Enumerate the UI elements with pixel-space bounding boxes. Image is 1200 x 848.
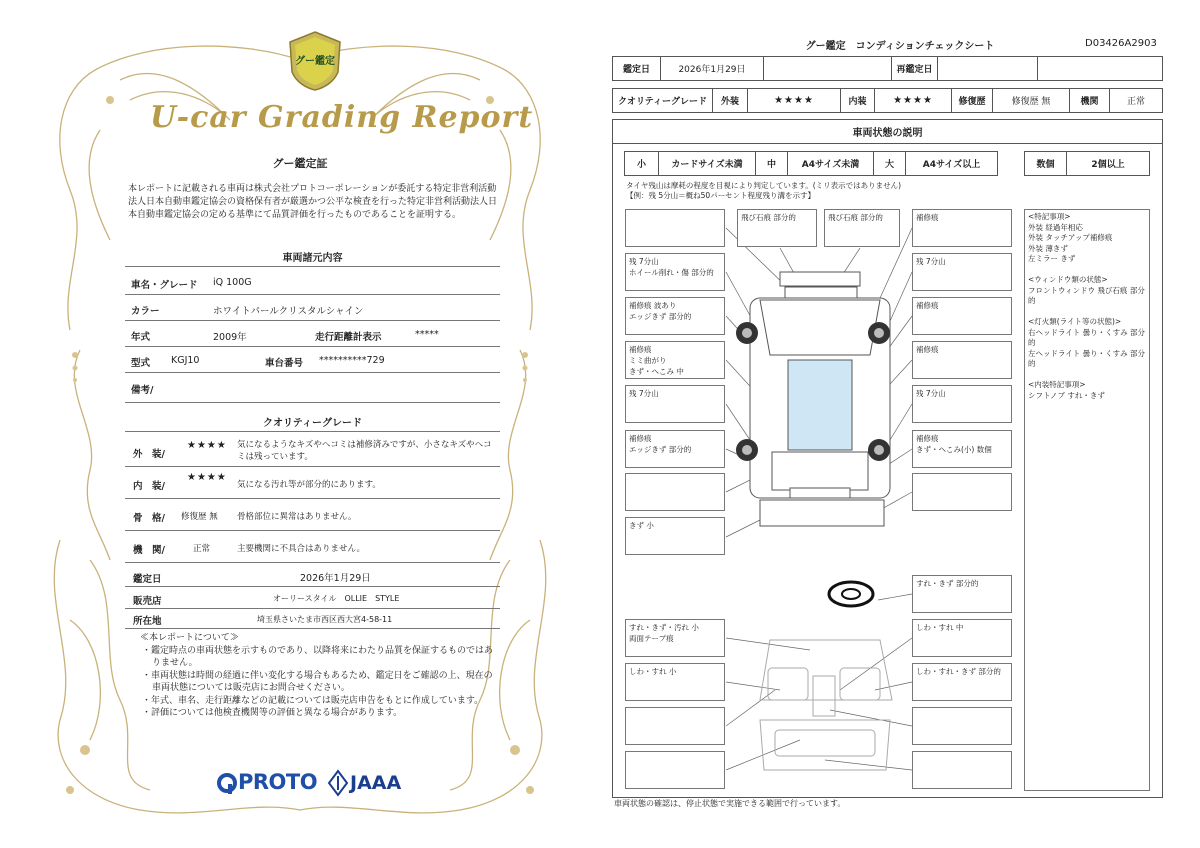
- condition-box: [625, 209, 725, 247]
- quality-row-interior: [125, 468, 500, 499]
- size-small-label: 小: [625, 152, 659, 175]
- condition-box: すれ・きず・汚れ 小 両面テープ痕: [625, 619, 725, 657]
- interior-stars: ★★★★: [875, 89, 952, 112]
- mileage-label: 走行距離計表示: [315, 332, 382, 343]
- quality-label: 外 装/: [133, 449, 165, 460]
- date-value: 2026年1月29日: [661, 57, 764, 80]
- condition-box: 残 7分山: [625, 385, 725, 423]
- note-item: ・年式、車名、走行距離などの記載については販売店申告をもとに作成しています。: [142, 695, 484, 706]
- color-label: カラー: [131, 306, 160, 317]
- size-large-desc: A4サイズ以上: [922, 160, 981, 170]
- size-large-label: 大: [874, 152, 906, 175]
- badge-label: グー鑑定: [295, 56, 335, 67]
- tire-note: タイヤ残山は摩耗の程度を目視により判定しています。(ミリ表示ではありません): [626, 181, 902, 190]
- interior-label: 内装: [841, 89, 875, 112]
- condition-box: すれ・きず 部分的: [912, 575, 1012, 613]
- condition-box: 補修痕: [912, 209, 1012, 247]
- spec-row-name: [125, 270, 500, 295]
- spec-row-model: [125, 348, 500, 373]
- quality-text: 気になるようなキズやヘコミは補修済みですが、小さなキズやヘコミは残っています。: [237, 440, 492, 462]
- quality-title: クオリティーグレード: [263, 418, 362, 429]
- date-value: 2026年1月29日: [300, 573, 371, 584]
- explain-title: 車両状態の説明: [612, 120, 1163, 144]
- divider: [125, 431, 500, 432]
- certificate-title: グー鑑定証: [272, 157, 328, 170]
- jaaa-logo-icon: [328, 770, 348, 796]
- quality-stars: ★★★★: [187, 440, 227, 451]
- quality-row-engine: [125, 532, 500, 563]
- note-item: ・車両状態は時間の経過に伴い変化する場合もあるため、鑑定日をご確認の上、現在の車両状態については販売店にお問合せください。: [142, 670, 493, 693]
- condition-box: しわ・すれ 中: [912, 619, 1012, 657]
- engine-label: 機関: [1070, 89, 1110, 112]
- exterior-stars: ★★★★: [748, 89, 841, 112]
- quality-label: 機 関/: [133, 545, 165, 556]
- chassis-label: 車台番号: [265, 358, 304, 369]
- jaaa-logo: JAAA: [350, 772, 402, 794]
- condition-box: 残 7分山: [912, 253, 1012, 291]
- condition-box: 残 7分山: [912, 385, 1012, 423]
- report-title: U-car Grading Report: [150, 100, 534, 135]
- count-value: 2個以上: [1091, 160, 1125, 170]
- condition-box: 補修痕 きず・へこみ(小) 数個: [912, 430, 1012, 468]
- sheet-id: D03426A2903: [1085, 38, 1157, 49]
- note-item: ・鑑定時点の車両状態を示すものであり、以降将来にわたり品質を保証するものではありません。: [142, 645, 494, 668]
- repair-label: 修復歴: [952, 89, 993, 112]
- info-row-date: [125, 566, 500, 587]
- model-label: 型式: [131, 358, 151, 369]
- spec-row-remarks: [125, 374, 500, 403]
- condition-box: しわ・すれ 小: [625, 663, 725, 701]
- condition-box: 補修痕 ミミ曲がり きず・へこみ 中: [625, 341, 725, 379]
- special-notes: <特記事項> 外装 経過年相応 外装 タッチアップ補修痕 外装 薄きず 左ミラー きず <ウィンドウ類の状態> フロントウィンドウ 飛び石痕 部分的 <灯火類(ライト等の状態)> 右ヘッドライト 曇り・くすみ 部分的 左ヘッドライト 曇り・くすみ 部分的 <内装特記事項> シフトノブ すれ・きず: [1024, 209, 1150, 791]
- condition-box: きず 小: [625, 517, 725, 555]
- name-label: 車名・グレード: [131, 280, 198, 291]
- tire-example: 【例：残 5分山＝概ね50パーセント程度残り溝を示す】: [626, 191, 816, 200]
- quality-label: 内 装/: [133, 481, 165, 492]
- condition-box: [912, 751, 1012, 789]
- quality-value: 修復歴 無: [181, 512, 218, 522]
- condition-box: 補修痕 波あり エッジきず 部分的: [625, 297, 725, 335]
- note-item: ・評価については他検査機関等の評価と異なる場合があります。: [142, 708, 403, 718]
- mileage-value: *****: [415, 329, 439, 340]
- quality-value: 正常: [193, 544, 211, 554]
- spec-row-color: [125, 296, 500, 321]
- remarks-label: 備考/: [131, 385, 154, 396]
- quality-stars: ★★★★: [187, 472, 227, 483]
- repair-value: 修復歴 無: [993, 89, 1070, 112]
- condition-box: 飛び石痕 部分的: [737, 209, 817, 247]
- condition-box: 残 7分山 ホイール削れ・傷 部分的: [625, 253, 725, 291]
- quality-text: 骨格部位に異常はありません。: [237, 512, 357, 522]
- quality-row-exterior: [125, 434, 500, 467]
- year-value: 2009年: [213, 332, 247, 343]
- engine-value: 正常: [1126, 97, 1145, 107]
- divider: [125, 266, 500, 267]
- condition-box: 補修痕 エッジきず 部分的: [625, 430, 725, 468]
- info-row-shop: [125, 588, 500, 609]
- chassis-value: **********729: [319, 355, 385, 366]
- report-notes: [140, 632, 500, 720]
- specs-title: 車両諸元内容: [282, 253, 343, 264]
- condition-box: しわ・すれ・きず 部分的: [912, 663, 1012, 701]
- footer-note: 車両状態の確認は、停止状態で実施できる範囲で行っています。: [614, 799, 846, 808]
- condition-box: [912, 473, 1012, 511]
- quality-row-frame: [125, 500, 500, 531]
- year-label: 年式: [131, 332, 151, 343]
- size-medium-label: 中: [756, 152, 788, 175]
- date-label: 鑑定日: [133, 574, 162, 585]
- color-value: ホワイトパールクリスタルシャイン: [213, 306, 364, 317]
- shop-value: オーリースタイル OLLIE STYLE: [273, 594, 400, 603]
- condition-box: [625, 751, 725, 789]
- proto-logo-icon: [216, 772, 238, 796]
- name-value: iQ 100G: [213, 277, 252, 288]
- size-medium-desc: A4サイズ未満: [788, 152, 874, 175]
- condition-box: 補修痕: [912, 341, 1012, 379]
- condition-box: 飛び石痕 部分的: [824, 209, 900, 247]
- grade-label: クオリティーグレード: [613, 89, 713, 112]
- size-small-desc: カードサイズ未満: [659, 152, 756, 175]
- shop-label: 販売店: [133, 596, 162, 607]
- date-label: 鑑定日: [613, 57, 661, 80]
- notes-title: ≪本レポートについて≫: [140, 633, 239, 643]
- condition-check-sheet: [600, 0, 1200, 848]
- exterior-label: 外装: [713, 89, 748, 112]
- quality-label: 骨 格/: [133, 513, 165, 524]
- condition-box: [625, 473, 725, 511]
- model-value: KGJ10: [171, 355, 200, 366]
- sheet-title: グー鑑定 コンディションチェックシート: [805, 41, 995, 52]
- count-label: 数個: [1025, 152, 1067, 175]
- condition-box: 補修痕: [912, 297, 1012, 335]
- reinspect-label: 再鑑定日: [892, 57, 938, 80]
- address-value: 埼玉県さいたま市西区西大宮4-58-11: [257, 615, 393, 624]
- proto-logo: PROTO: [238, 770, 318, 794]
- condition-box: [625, 707, 725, 745]
- condition-box: [912, 707, 1012, 745]
- quality-text: 主要機関に不具合はありません。: [237, 544, 366, 554]
- quality-text: 気になる汚れ等が部分的にあります。: [237, 480, 381, 490]
- info-row-address: [125, 610, 500, 629]
- spec-row-year: [125, 322, 500, 347]
- certificate-body: 本レポートに記載される車両は株式会社プロトコーポレーションが委託する特定非営利活動法人日本自動車鑑定協会の資格保有者が厳選かつ公平な検査を行った特定非営利活動法人日本自動車鑑定協会の定める基準にて品質評価を行ったものであることを証明する。: [128, 184, 498, 220]
- address-label: 所在地: [133, 616, 162, 627]
